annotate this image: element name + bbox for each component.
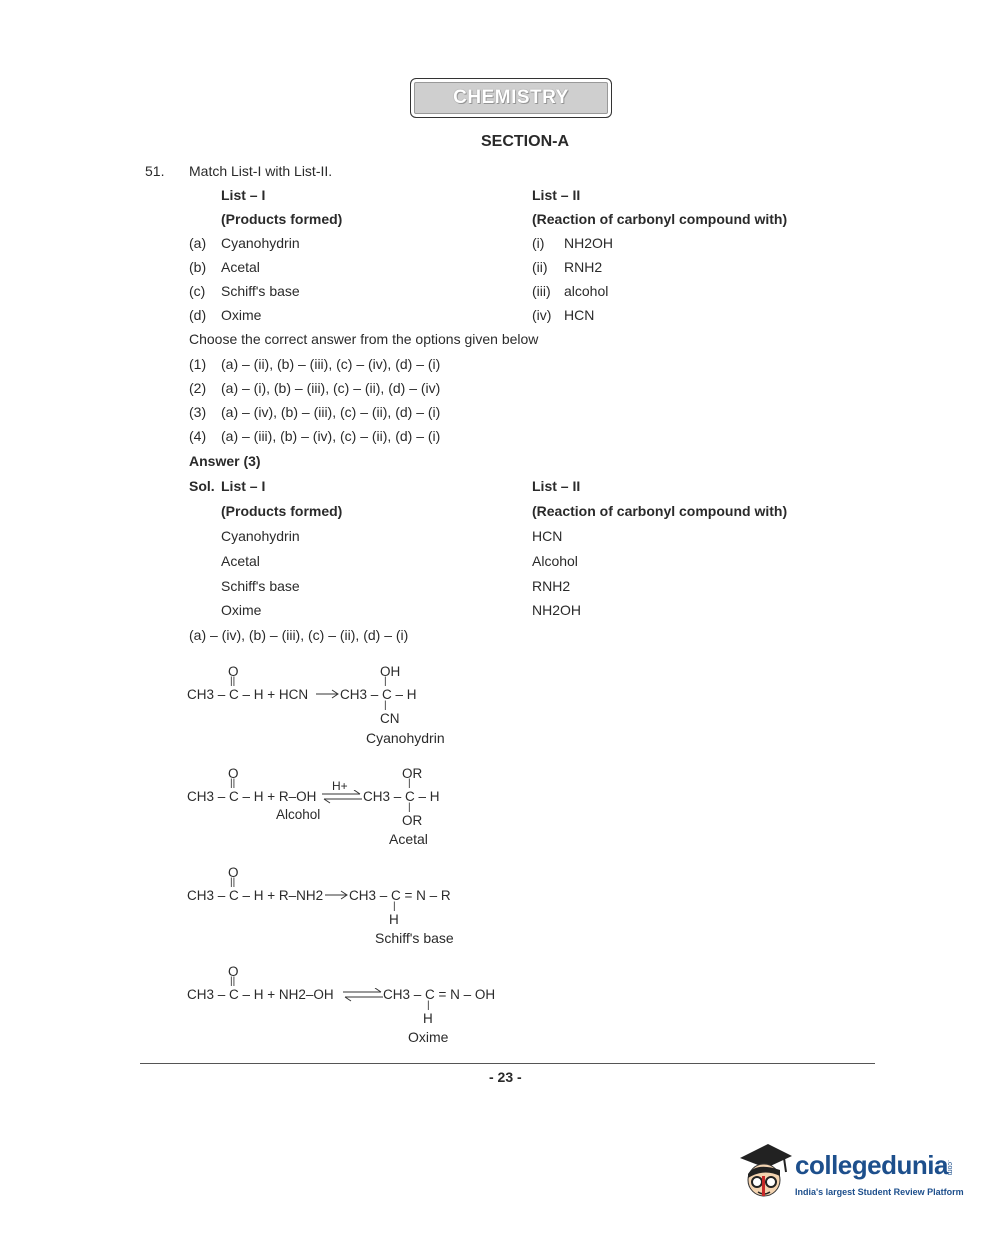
sol-list1-subheading: (Products formed) <box>221 503 343 519</box>
list1-heading: List – I <box>221 187 266 203</box>
page-number: - 23 - <box>489 1069 522 1085</box>
list1-key: (c) <box>189 283 206 299</box>
list2-key: (iv) <box>532 307 552 323</box>
option-key: (3) <box>189 404 207 420</box>
list2-item: HCN <box>564 307 595 323</box>
single-bond-mark: | <box>427 1000 430 1011</box>
double-bond-mark: || <box>230 976 236 987</box>
answer: Answer (3) <box>189 453 261 469</box>
r2-product: CH3 – C – H <box>363 789 440 804</box>
r2-catalyst: H+ <box>332 779 348 793</box>
list2-item: RNH2 <box>564 259 603 275</box>
list2-item: NH2OH <box>564 235 614 251</box>
single-bond-mark: | <box>393 901 396 912</box>
single-bond-mark: | <box>408 778 411 789</box>
r2-reactant: CH3 – C – H + R–OH <box>187 789 317 804</box>
list1-subheading: (Products formed) <box>221 211 343 227</box>
arrow-right-icon <box>316 688 340 700</box>
arrow-right-icon <box>325 889 349 901</box>
section-title: SECTION-A <box>481 133 569 150</box>
double-bond-mark: || <box>230 676 236 687</box>
list2-key: (ii) <box>532 259 548 275</box>
r2-reagent-label: Alcohol <box>276 807 321 822</box>
footer-divider <box>140 1063 875 1064</box>
option-text: (a) – (i), (b) – (iii), (c) – (ii), (d) – (iv) <box>221 380 441 396</box>
sol-list2-subheading: (Reaction of carbonyl compound with) <box>532 503 788 519</box>
r2-name: Acetal <box>389 831 428 847</box>
instruction-text: Choose the correct answer from the options given below <box>189 331 539 347</box>
option-key: (2) <box>189 380 207 396</box>
sol-reagent: HCN <box>532 528 563 544</box>
solution-result: (a) – (iv), (b) – (iii), (c) – (ii), (d) – (i) <box>189 627 409 643</box>
single-bond-mark: | <box>384 700 387 711</box>
question-number: 51. <box>145 163 165 179</box>
list2-heading: List – II <box>532 187 581 203</box>
r4-name: Oxime <box>408 1029 449 1045</box>
brand-suffix: .com <box>946 1160 953 1176</box>
collegedunia-mascot-icon <box>736 1140 794 1206</box>
list1-item: Oxime <box>221 307 262 323</box>
r1-reactant: CH3 – C – H + HCN <box>187 687 309 702</box>
single-bond-mark: | <box>384 676 387 687</box>
r3-top-reactant: O <box>228 865 239 880</box>
list1-key: (a) <box>189 235 207 251</box>
list1-item: Acetal <box>221 259 260 275</box>
sol-product: Acetal <box>221 553 260 569</box>
double-bond-mark: || <box>230 778 236 789</box>
brand-tagline: India's largest Student Review Platform <box>795 1187 964 1197</box>
sol-reagent: Alcohol <box>532 553 578 569</box>
sol-list1-heading: List – I <box>221 478 266 494</box>
r3-name: Schiff's base <box>375 930 454 946</box>
equilibrium-arrow-icon <box>322 790 362 804</box>
list1-item: Schiff's base <box>221 283 300 299</box>
option-key: (4) <box>189 428 207 444</box>
single-bond-mark: | <box>408 802 411 813</box>
r4-reactant: CH3 – C – H + NH2–OH <box>187 987 334 1002</box>
double-bond-mark: || <box>230 877 236 888</box>
r3-product: CH3 – C = N – R <box>349 888 451 903</box>
r2-bottom-product: OR <box>402 813 423 828</box>
subject-banner <box>410 78 612 118</box>
sol-product: Oxime <box>221 602 262 618</box>
sol-product: Cyanohydrin <box>221 528 300 544</box>
list1-item: Cyanohydrin <box>221 235 300 251</box>
r1-top-reactant: O <box>228 664 239 679</box>
r4-bottom-product: H <box>423 1011 433 1026</box>
list1-key: (d) <box>189 307 207 323</box>
r4-top-reactant: O <box>228 964 239 979</box>
solution-label: Sol. <box>189 478 215 494</box>
r2-top-reactant: O <box>228 766 239 781</box>
r3-bottom-product: H <box>389 912 399 927</box>
list2-item: alcohol <box>564 283 609 299</box>
r2-top-product: OR <box>402 766 423 781</box>
r4-product: CH3 – C = N – OH <box>383 987 496 1002</box>
r3-reactant: CH3 – C – H + R–NH2 <box>187 888 324 903</box>
r1-top-product: OH <box>380 664 401 679</box>
brand-name: collegedunia <box>795 1150 948 1180</box>
list2-key: (iii) <box>532 283 551 299</box>
r1-product: CH3 – C – H <box>340 687 417 702</box>
option-text: (a) – (iii), (b) – (iv), (c) – (ii), (d) – (i) <box>221 428 441 444</box>
option-text: (a) – (ii), (b) – (iii), (c) – (iv), (d) – (i) <box>221 356 441 372</box>
question-text: Match List-I with List-II. <box>189 163 333 179</box>
option-text: (a) – (iv), (b) – (iii), (c) – (ii), (d) – (i) <box>221 404 441 420</box>
sol-product: Schiff's base <box>221 578 300 594</box>
sol-reagent: RNH2 <box>532 578 571 594</box>
subject-title: CHEMISTRY <box>453 87 569 108</box>
r1-bottom-product: CN <box>380 711 400 726</box>
list2-key: (i) <box>532 235 545 251</box>
equilibrium-arrow-icon <box>343 988 383 1002</box>
option-key: (1) <box>189 356 207 372</box>
list2-subheading: (Reaction of carbonyl compound with) <box>532 211 788 227</box>
list1-key: (b) <box>189 259 207 275</box>
sol-list2-heading: List – II <box>532 478 581 494</box>
sol-reagent: NH2OH <box>532 602 582 618</box>
r1-name: Cyanohydrin <box>366 730 445 746</box>
